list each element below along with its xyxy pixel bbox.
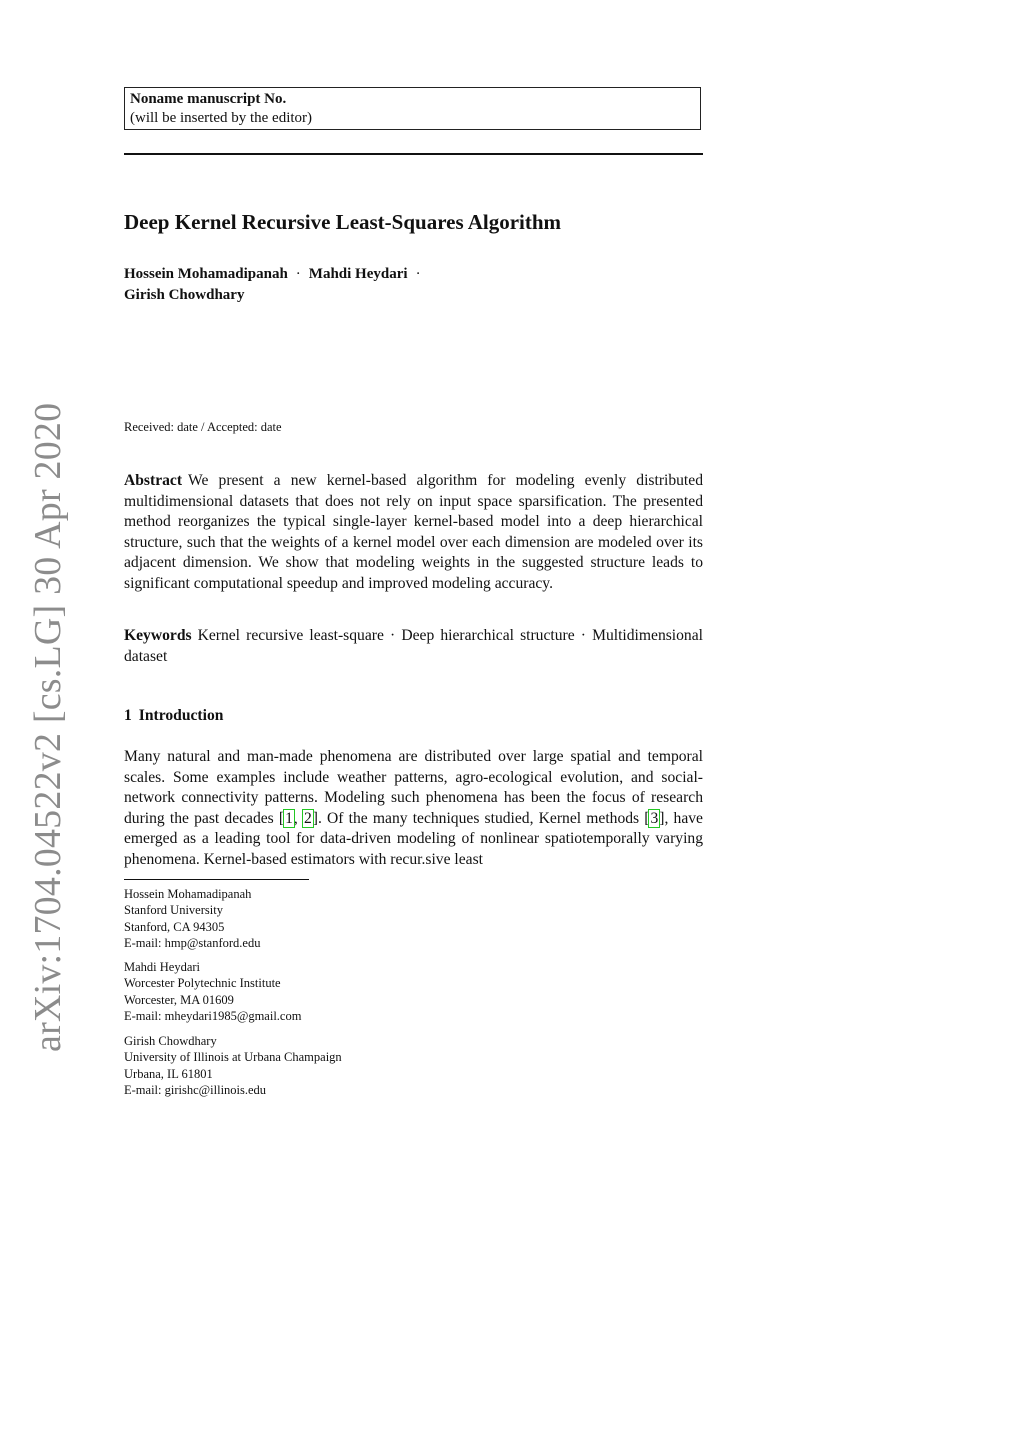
affiliation-address: Worcester, MA 01609 <box>124 992 234 1007</box>
affiliation-name: Girish Chowdhary <box>124 1034 217 1048</box>
footnote-rule <box>124 879 309 880</box>
citation-link[interactable]: 3 <box>650 809 659 827</box>
header-rule <box>124 153 703 155</box>
received-accepted-date: Received: date / Accepted: date <box>124 420 282 434</box>
arxiv-stamp: arXiv:1704.04522v2 [cs.LG] 30 Apr 2020 <box>27 402 69 1052</box>
author-name: Girish Chowdhary <box>124 287 245 303</box>
author-separator: · <box>415 266 421 282</box>
affiliation-institution: Stanford University <box>124 903 223 918</box>
abstract <box>124 471 703 595</box>
editor-note: (will be inserted by the editor) <box>130 110 313 126</box>
keywords-label: Keywords <box>124 627 192 644</box>
affiliation-block <box>124 959 301 1024</box>
abstract-text: We present a new kernel-based algorithm for modeling evenly distributed multidimensional datasets that does not rely on input space sparsification. The presented method reorganizes the typical single-layer kernel-based model into a deep hierarchical structure, such that the weights of a kernel model over each dimension are modeled over its adjacent dimension. We show that modeling weights in the suggested structure leads to significant computational speedup and improved modeling accuracy. <box>124 472 703 592</box>
citation-link[interactable]: 1 <box>285 809 293 827</box>
affiliation-address: Stanford, CA 94305 <box>124 919 225 934</box>
author-name: Mahdi Heydari <box>308 266 408 282</box>
author-separator: · <box>295 266 301 282</box>
affiliation-block <box>124 886 260 951</box>
manuscript-header-box <box>124 87 701 130</box>
manuscript-number-label: Noname manuscript No. <box>130 91 287 107</box>
affiliation-address: Urbana, IL 61801 <box>124 1066 213 1081</box>
intro-text: ], have emerged as a leading tool for data-driven modeling of nonlinear spatiotemporally varying phenomena. Kernel-based estimators with recur.sive least <box>124 809 703 868</box>
intro-text: Many natural and man-made phenomena are distributed over large spatial and temporal scales. Some examples include weather patterns, agro-ecological evolution, and social-network connectivity patterns. Modeling such phenomena has been the focus of research during the past decades [ <box>124 748 703 827</box>
affiliation-name: Hossein Mohamadipanah <box>124 887 252 901</box>
affiliation-email: E-mail: hmp@stanford.edu <box>124 935 261 950</box>
section-heading <box>124 706 223 726</box>
section-title: Introduction <box>138 707 224 724</box>
keywords <box>124 626 703 667</box>
affiliation-block <box>124 1033 342 1098</box>
affiliation-email: E-mail: mheydari1985@gmail.com <box>124 1008 302 1023</box>
citation-separator: , <box>293 809 303 827</box>
intro-text: ]. Of the many techniques studied, Kernel methods [ <box>312 809 650 827</box>
abstract-label: Abstract <box>124 472 183 489</box>
section-number: 1 <box>124 707 132 724</box>
affiliation-name: Mahdi Heydari <box>124 960 201 974</box>
citation-link[interactable]: 2 <box>303 809 312 827</box>
paper-title: Deep Kernel Recursive Least-Squares Algorithm <box>124 210 562 234</box>
affiliation-institution: University of Illinois at Urbana Champaign <box>124 1050 342 1065</box>
author-list <box>124 264 429 306</box>
author-name: Hossein Mohamadipanah <box>124 266 288 282</box>
affiliation-institution: Worcester Polytechnic Institute <box>124 976 281 991</box>
introduction-paragraph <box>124 747 703 871</box>
keywords-text: Kernel recursive least-square · Deep hierarchical structure · Multidimensional dataset <box>124 627 703 665</box>
affiliation-email: E-mail: girishc@illinois.edu <box>124 1082 267 1097</box>
